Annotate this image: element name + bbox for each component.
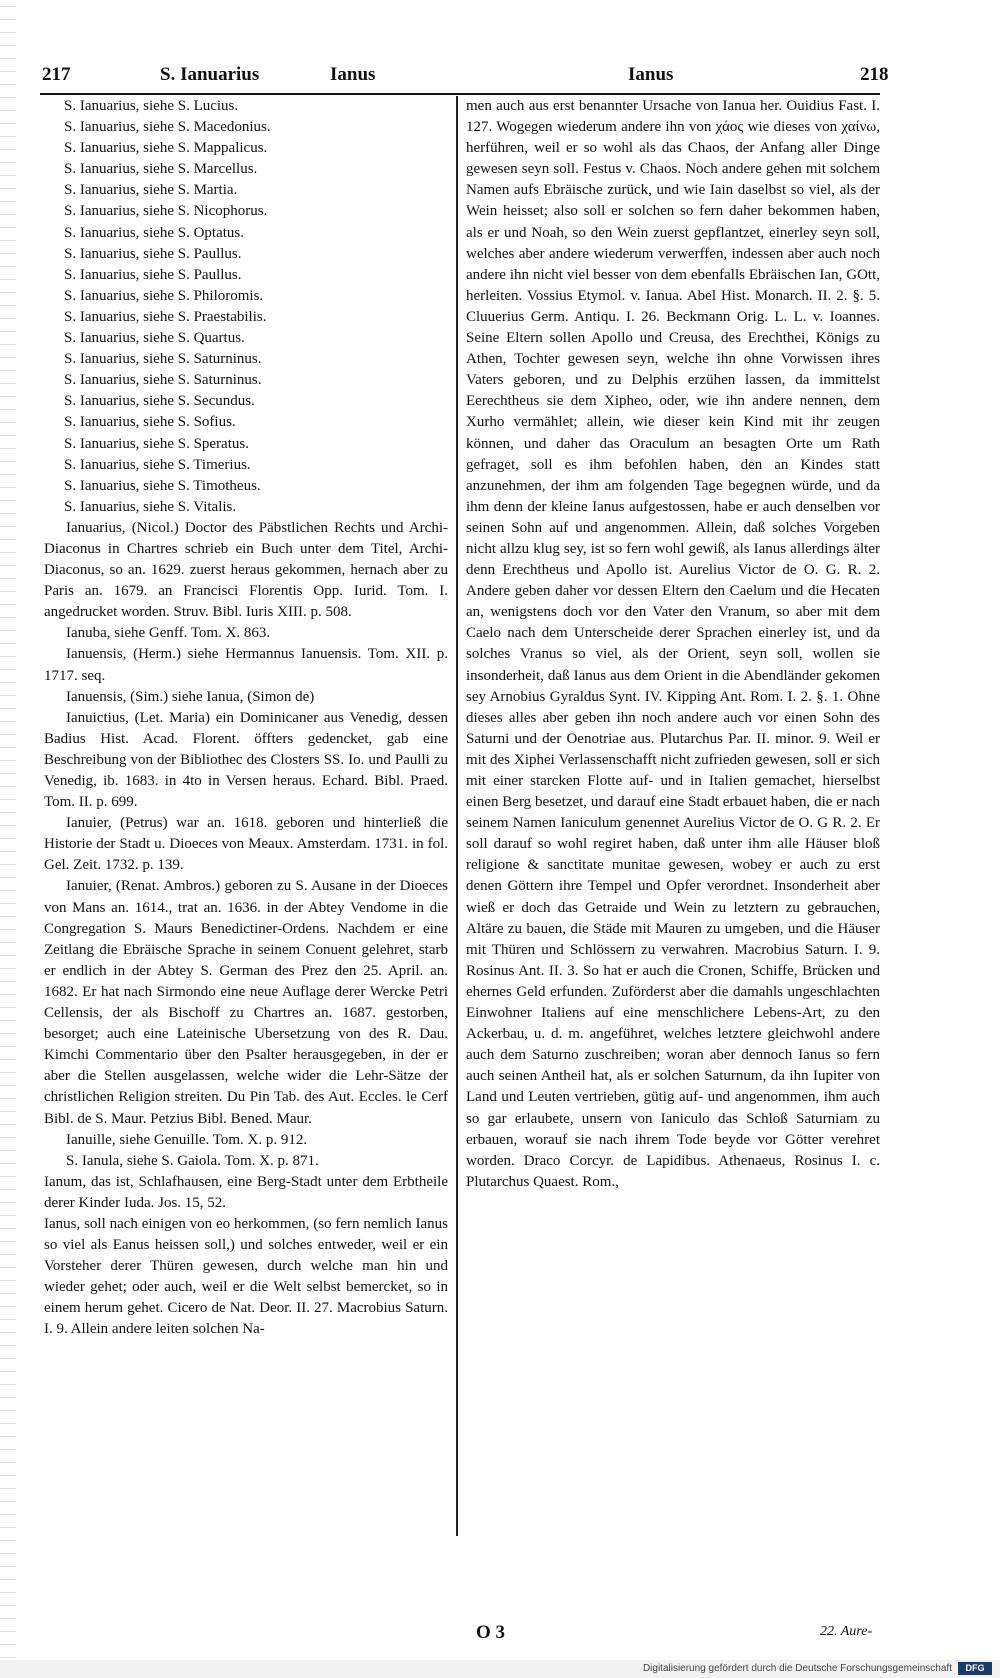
cross-reference-entry: S. Ianuarius, siehe S. Praestabilis. [64,308,267,325]
cross-reference-entry: S. Ianuarius, siehe S. Lucius. [64,98,239,114]
page-edge [0,0,16,1678]
cross-reference-entry: S. Ianuarius, siehe S. Quartus. [64,330,245,347]
column-divider [456,96,458,1536]
header-rule [40,93,880,95]
entry-ianus-continued: men auch aus erst benannter Ursache von Ianua her. Ouidius Fast. I. 127. Wogegen wiederum andere ihn von χάος wie dieses von χαίνω, herführen, weil er so wohl als das Chaos, der Anfang aller Dinge gewesen seyn soll. Festus v. Chaos. Noch andere gehen mit solchem Namen aufs Ebräische zurück, und wie Iain daselbst so viel, als der Wein heisset; also soll er solchen so fern daher bekommen haben, als er und Noah, so den Wein zuerst gepflantzet, einerley seyn soll, welches aber andere wiederum verwerffen, indessen aber auch noch andere ihn nicht viel besser von dem ebenfalls Ebräischen Ian, GOtt, herleiten. Vossius Etymol. v. Ianua. Abel Hist. Monarch. II. 2. §. 5. Cluuerius Germ. Antiqu. I. 26. Beckmann Orig. L. L. v. Ioannes. Seine Eltern sollen Apollo und Creusa, des Erechthei, Königs zu Athen, Tochter gewesen seyn, welche ihn ohne Vorwissen ihres Vaters geboren, und zu Delphis erzühen lassen, da immittelst Eerechtheus sie dem Xipheo, oder, wie ihn andere nennen, dem Xurho vermählet; allein, wie dieser kein Kind mit ihr zeugen können, und daher das Oraculum an besagten Orte um Rath gefraget, soll es ihm befohlen haben, den an Kindes statt anzunehmen, der ihm am folgenden Tage begegnen würde, und da ihm denn der kleine Ianus aufgestossen, habe er auch denselben vor seinen Sohn auf und angenommen. Allein, daß solches Vorgeben nicht allzu klug sey, ist so fern wohl gewiß, als Ianus allerdings älter denn Erechtheus und Apollo ist. Aurelius Victor de O. G. R. 2. Andere geben daher vor dessen Eltern den Caelum und die Hecaten an, wenigstens doch vor den Vater den Vranum, so aber mit dem Caelo nach dem Unterscheide derer Sprachen einerley ist, und da solches Vranus so viel, als der Orient, seyn soll, wollen sie insonderheit, daß Ianus aus dem Orient in die Abendländer gekomen sey Arnobius Gyraldus Synt. IV. Kipping Ant. Rom. I. 2. §. 1. Ohne dieses alles aber geben ihn noch andere auch vor einen Sohn des Saturni und der Oenotriae aus. Plutarchus Par. II. minor. 9. Weil er mit des Xiphei Verlassenschafft nicht zufrieden gewesen, soll er sich mit einer starcken Flotte auf- und in Italien gemachet, hierselbst einen Berg besetzet, und darauf eine Stadt erbauet haben, die er nach seinem Namen Ianiculum genennet Aurelius Victor de O. G R. 2. Er soll darauf so wohl regiret haben, daß unter ihm alle Häuser bloß religione & sanctitate munitae gewesen, wobey er auch zu erst denen Göttern ihre Tempel und Opfer verordnet. Insonderheit aber wieß er doch das Getraide und Wein zu letztern zu gebrauchen, Altäre zu bauen, die Städe mit Mauren zu umgeben, und die Häuser mit Thüren und Schlössern zu verwahren. Macrobius Saturn. I. 9. Rosinus Ant. II. 3. So hat er auch die Cronen, Schiffe, Brücken und ehernes Geld erfunden. Zuförderst aber die damahls ungeschlachten Einwohner Italiens auf eine menschlichere Lebens-Art, zu den Ackerbau, u. d. m. angeführet, welches letztere gleichwohl andere auch dem Saturno zuschreiben; woran aber dennoch Ianus so fern auch seinen Antheil hat, als er solchen Saturnum, da ihn Iupiter von Land und Leuten vertrieben, gütig auf- und angenommen, ihm auch so gar erlaubete, unsern von Ianiculo das Schloß Saturniam zu erbauen, worauf sie nach ihrem Tode beyde vor Götter verehret worden. Draco Corcyr. de Lapidibus. Athenaeus, Rosinus I. c. Plutarchus Quaest. Rom., [466,98,880,1190]
entry-ianuier-petrus: Ianuier, (Petrus) war an. 1618. geboren und hinterließ die Historie der Stadt u. Dioeces von Meaux. Amsterdam. 1731. in fol. Gel. Zeit. 1732. p. 139. [44,815,448,874]
cross-reference-entry: S. Ianuarius, siehe S. Saturninus. [64,372,262,389]
signature-mark: O 3 [476,1622,506,1643]
cross-reference-entry: S. Ianuarius, siehe S. Macedonius. [64,119,271,136]
cross-reference-entry: S. Ianuarius, siehe S. Timotheus. [64,477,261,494]
dfg-logo: DFG [958,1662,992,1675]
right-page-number: 218 [860,64,889,85]
cross-reference-entry: S. Ianuarius, siehe S. Marcellus. [64,161,258,178]
catchword: 22. Aure- [820,1624,873,1639]
entry-ianula: S. Ianula, siehe S. Gaiola. Tom. X. p. 871. [66,1152,319,1169]
entry-ianuille: Ianuille, siehe Genuille. Tom. X. p. 912. [66,1131,308,1148]
funding-credit: Digitalisierung gefördert durch die Deutsche Forschungsgemeinschaft [642,1663,952,1674]
cross-reference-entry: S. Ianuarius, siehe S. Saturninus. [64,351,262,368]
entry-ianuier-renat: Ianuier, (Renat. Ambros.) geboren zu S. Ausane in der Dioeces von Mans an. 1614., trat an. 1636. in der Abtey Vendome in die Congregation S. Maurs Benedictiner-Ordens. Nachdem er eine Zeitlang die Ebräische Sprache in seinem Conuent gelehret, starb er endlich in der Abtey S. German des Prez den 25. April. an. 1682. Er hat nach Sirmondo eine neue Auflage derer Wercke Petri Cellensis, der als Bischoff zu Chartres an. 1687. gestorben, besorget; auch eine Lateinische Ubersetzung von des R. Dau. Kimchi Commentario über den Psalter herausgegeben, in der er aber die Stellen ausgelassen, welche wider die Lehr-Sätze der christlichen Religion streiten. Du Pin Tab. des Aut. Eccles. le Cerf Bibl. de S. Maur. Petzius Bibl. Bened. Maur. [44,878,448,1127]
cross-reference-entry: S. Ianuarius, siehe S. Speratus. [64,435,249,452]
left-column [44,96,448,1341]
entry-ianum: Ianum, das ist, Schlafhausen, eine Berg-Stadt unter dem Erbtheile derer Kinder Iuda. Jos. 15, 52. [44,1173,448,1211]
cross-reference-entry: S. Ianuarius, siehe S. Nicophorus. [64,203,268,220]
cross-reference-entry: S. Ianuarius, siehe S. Sofius. [64,414,236,431]
running-header [40,58,889,92]
left-running-title-start: S. Ianuarius [160,64,260,85]
entry-ianuensis-herm: Ianuensis, (Herm.) siehe Hermannus Ianuensis. Tom. XII. p. 1717. seq. [44,646,448,684]
entry-ianuba: Ianuba, siehe Genff. Tom. X. 863. [66,625,271,642]
cross-reference-entry: S. Ianuarius, siehe S. Vitalis. [64,498,237,515]
cross-reference-entry: S. Ianuarius, siehe S. Timerius. [64,456,251,473]
left-page-number: 217 [42,64,71,85]
right-column [466,96,880,1193]
cross-reference-entry: S. Ianuarius, siehe S. Optatus. [64,224,244,241]
entry-ianuensis-sim: Ianuensis, (Sim.) siehe Ianua, (Simon de) [66,688,315,705]
right-running-title: Ianus [628,64,674,85]
cross-reference-entry: S. Ianuarius, siehe S. Paullus. [64,245,242,262]
entry-ianuarius-nicol: Ianuarius, (Nicol.) Doctor des Päbstlichen Rechts und Archi-Diaconus in Chartres schrieb ein Buch unter dem Titel, Archi-Diaconus, so an. 1629. zuerst heraus gekommen, hernach aber zu Paris an. 1679. an Francisci Florentis Opp. Iurid. Tom. I. angedrucket worden. Struv. Bibl. Iuris XIII. p. 508. [44,519,448,621]
cross-reference-entry: S. Ianuarius, siehe S. Martia. [64,182,238,199]
cross-reference-entry: S. Ianuarius, siehe S. Mappalicus. [64,140,268,157]
cross-reference-entry: S. Ianuarius, siehe S. Paullus. [64,266,242,283]
cross-reference-entry: S. Ianuarius, siehe S. Philoromis. [64,287,264,304]
entry-ianuictius: Ianuictius, (Let. Maria) ein Dominicaner aus Venedig, dessen Badius Hist. Acad. Florent. öffters gedencket, gab eine Beschreibung von der Bibliothec des Closters SS. Io. und Paulli zu Venedig, ib. 1683. in 4to in Versen heraus. Echard. Bibl. Praed. Tom. II. p. 699. [44,709,448,811]
left-running-title-end: Ianus [330,64,376,85]
cross-reference-entry: S. Ianuarius, siehe S. Secundus. [64,393,255,410]
cross-reference-list [44,96,448,518]
entry-ianus: Ianus, soll nach einigen von eo herkommen, (so fern nemlich Ianus so viel als Eanus heissen soll,) und solches entweder, weil er ein Vorsteher derer Thüren gewesen, durch welche man hin und wieder gehet; oder auch, weil er die Welt selbst bemercket, so in einem herum gehet. Cicero de Nat. Deor. II. 27. Macrobius Saturn. I. 9. Allein andere leiten solchen Na- [44,1215,448,1338]
